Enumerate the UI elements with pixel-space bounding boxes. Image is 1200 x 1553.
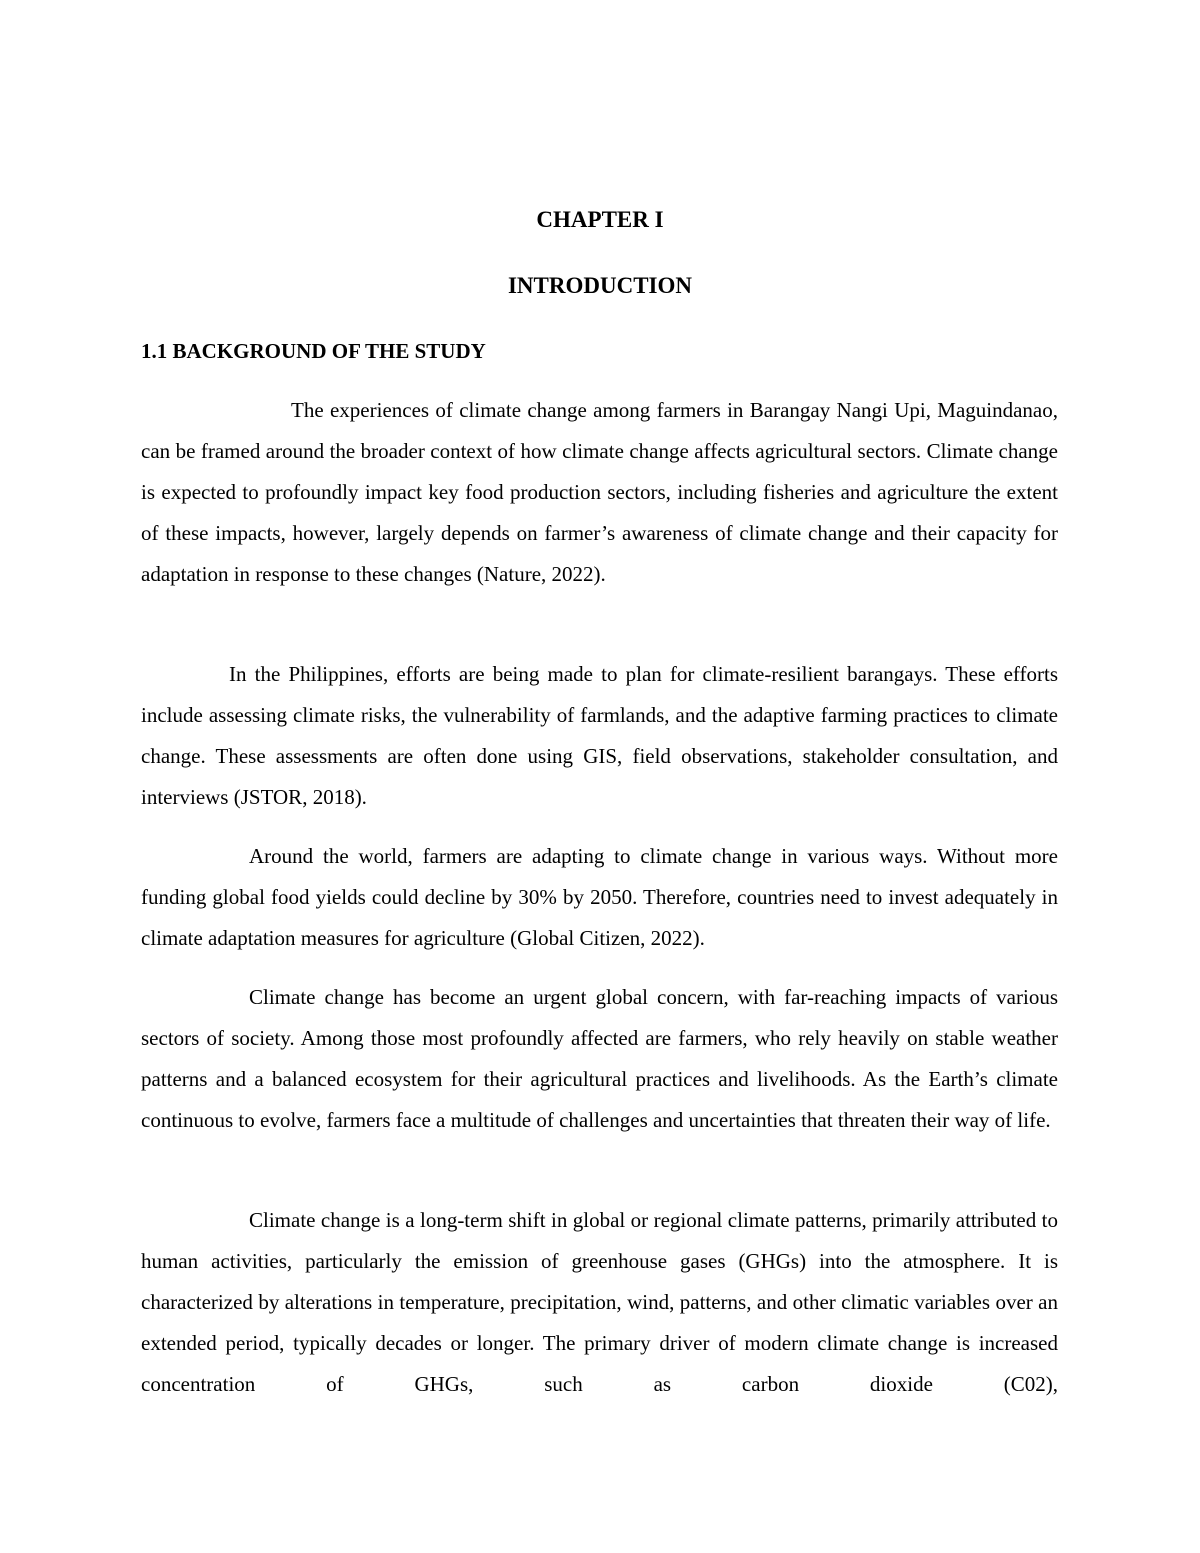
chapter-title: CHAPTER I bbox=[536, 207, 664, 232]
paragraph-1: The experiences of climate change among farmers in Barangay Nangi Upi, Maguindanao, can be framed around the broader context of how climate change affects agricultural sectors. Climate change is expected to profoundly impact key food production sectors, including fisheries and agriculture the extent of these impacts, however, largely depends on farmer’s awareness of climate change and their capacity for adaptation in response to these changes (Nature, 2022). bbox=[141, 398, 1058, 586]
section-heading: 1.1 BACKGROUND OF THE STUDY bbox=[141, 339, 486, 363]
paragraph-3: Around the world, farmers are adapting to climate change in various ways. Without more funding global food yields could decline by 30% by 2050. Therefore, countries need to invest adequately in climate adaptation measures for agriculture (Global Citizen, 2022). bbox=[141, 844, 1058, 950]
paragraph-2: In the Philippines, efforts are being made to plan for climate-resilient barangays. These efforts include assessing climate risks, the vulnerability of farmlands, and the adaptive farming practices to climate change. These assessments are often done using GIS, field observations, stakeholder consultation, and interviews (JSTOR, 2018). bbox=[141, 662, 1058, 809]
paragraph-4: Climate change has become an urgent global concern, with far-reaching impacts of various sectors of society. Among those most profoundly affected are farmers, who rely heavily on stable weather patterns and a balanced ecosystem for their agricultural practices and livelihoods. As the Earth’s climate continuous to evolve, farmers face a multitude of challenges and uncertainties that threaten their way of life. bbox=[141, 985, 1058, 1132]
chapter-subtitle: INTRODUCTION bbox=[507, 273, 693, 298]
paragraph-5: Climate change is a long-term shift in global or regional climate patterns, primarily attributed to human activities, particularly the emission of greenhouse gases (GHGs) into the atmosphere. It is characterized by alterations in temperature, precipitation, wind, patterns, and other climatic variables over an extended period, typically decades or longer. The primary driver of modern climate change is increased concentration of GHGs, such as carbon dioxide (C02), bbox=[141, 1208, 1058, 1396]
